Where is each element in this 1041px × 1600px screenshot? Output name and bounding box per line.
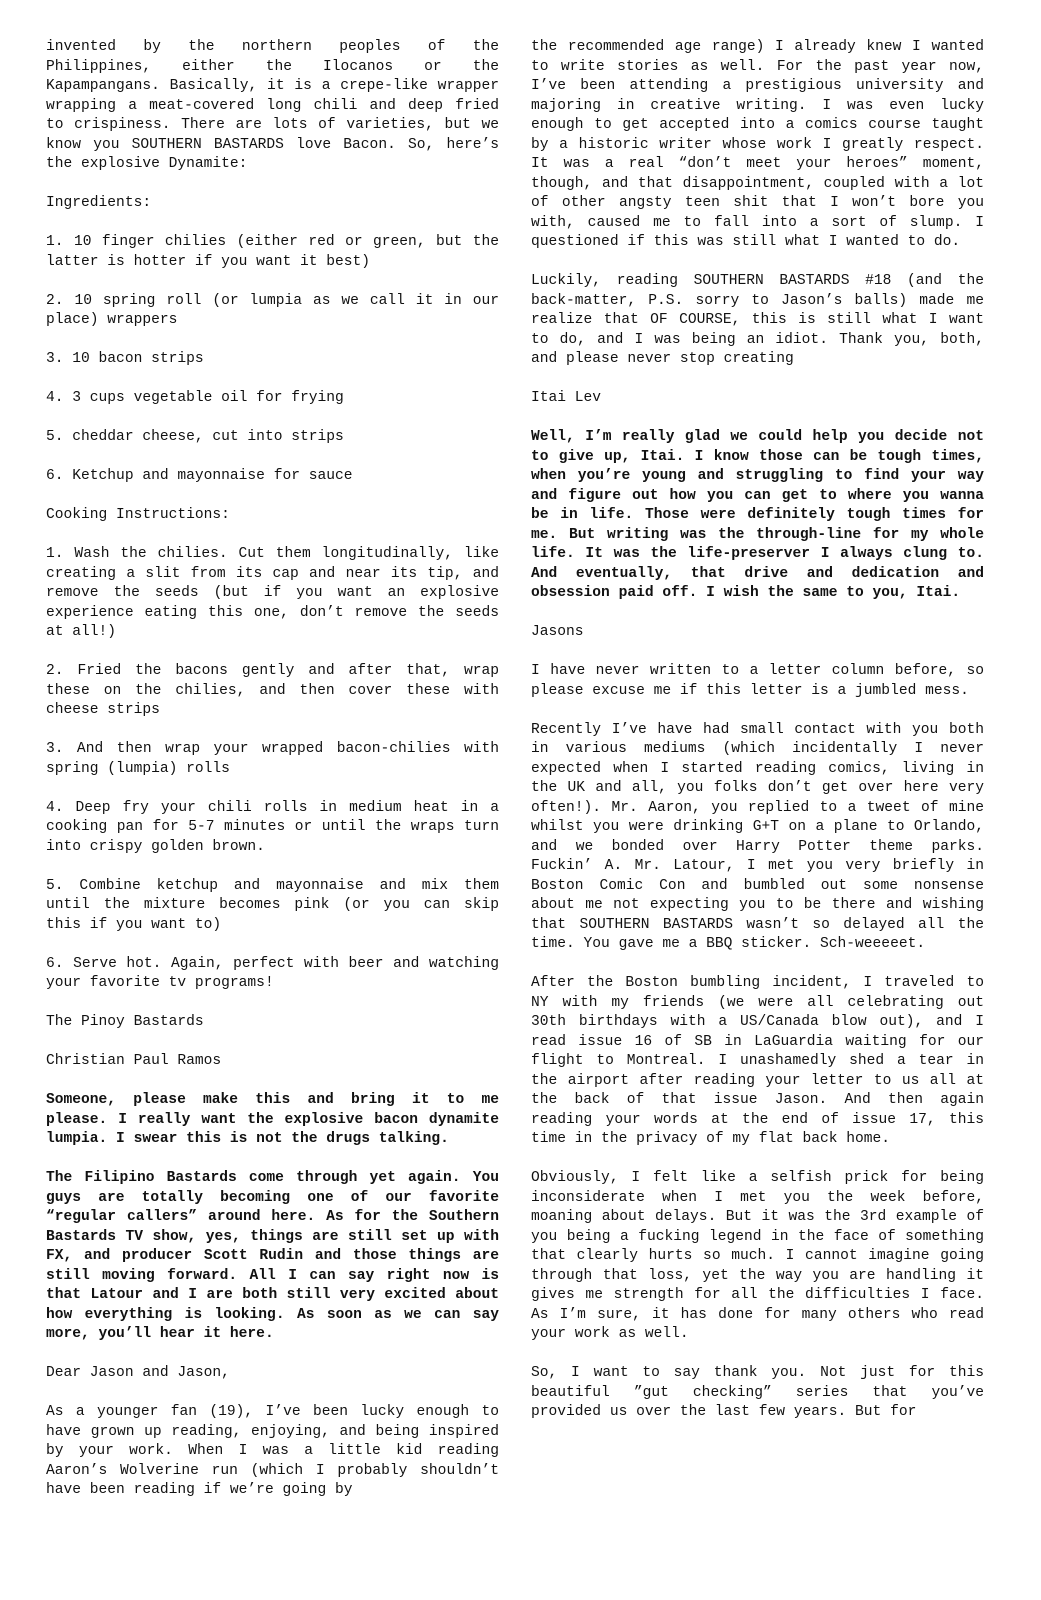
paragraph: the recommended age range) I already knew I wanted to write stories as well. For the past year now, I’ve been attending a prestigious university and majoring in creative writing. I was even lucky enough to get accepted into a comics course taught by a historic writer whose work I greatly respect. It was a real “don’t meet your heroes” moment, though, and that disappointment, coupled with a lot of other angsty teen shit that I won’t bore you with, caused me to fall into a sort of slump. I questioned if this was still what I wanted to do. — [531, 39, 984, 250]
instruction-item: 1. Wash the chilies. Cut them longitudinally, like creating a slit from its cap and near its tip, and remove the seeds (but if you want an explosive experience eating this one, don’t remove the seeds at all!) — [46, 546, 499, 640]
editor-reply: Someone, please make this and bring it to me please. I really want the explosive bacon dynamite lumpia. I swear this is not the drugs talking. — [46, 1092, 499, 1147]
paragraph: Recently I’ve have had small contact with you both in various mediums (which incidentally I never expected when I started reading comics, living in the UK and all, you folks don’t get over here very often!). Mr. Aaron, you replied to a tweet of mine whilst you were drinking G+T on a plane to Orlando, and we bonded over Harry Potter theme parks. Fuckin’ A. Mr. Latour, I met you very briefly in Boston Comic Con and bumbled out some nonsense about me not expecting you to be there and wishing that SOUTHERN BASTARDS wasn’t so delayed all the time. You gave me a BBQ sticker. Sch-weeeeet. — [531, 721, 984, 952]
paragraph: Obviously, I felt like a selfish prick for being inconsiderate when I met you the week before, moaning about delays. But it was the 3rd example of you being a fucking legend in the face of something that clearly hurts so much. I cannot imagine going through that loss, yet the way you are handling it gives me strength for all the difficulties I face. As I’m sure, it has done for many others who read your work as well. — [531, 1170, 984, 1342]
letter-salutation: Dear Jason and Jason, — [46, 1365, 230, 1381]
left-column — [46, 38, 499, 1520]
instruction-item: 5. Combine ketchup and mayonnaise and mix them until the mixture becomes pink (or you can skip this if you want to) — [46, 877, 499, 933]
ingredient-item: 1. 10 finger chilies (either red or green, but the latter is hotter if you want it best) — [46, 234, 499, 270]
letter-salutation: Jasons — [531, 624, 584, 640]
paragraph: invented by the northern peoples of the Philippines, either the Ilocanos or the Kapampangans. Basically, it is a crepe-like wrapper wrapping a meat-covered long chili and deep fried to crispiness. There are lots of varieties, but we know you SOUTHERN BASTARDS love Bacon. So, here’s the explosive Dynamite: — [46, 39, 499, 172]
ingredient-item: 5. cheddar cheese, cut into strips — [46, 429, 344, 445]
ingredient-item: 4. 3 cups vegetable oil for frying — [46, 390, 344, 406]
instruction-item: 3. And then wrap your wrapped bacon-chilies with spring (lumpia) rolls — [46, 741, 499, 777]
editor-reply: The Filipino Bastards come through yet again. You guys are totally becoming one of our favorite “regular callers” around here. As for the Southern Bastards TV show, yes, things are still set up with FX, and producer Scott Rudin and those things are still moving forward. All I can say right now is that Latour and I are both still very excited about how everything is looking. As soon as we can say more, you’ll hear it here. — [46, 1170, 499, 1342]
signature: Christian Paul Ramos — [46, 1053, 222, 1069]
editor-reply: Well, I’m really glad we could help you decide not to give up, Itai. I know those can be tough times, when you’re young and struggling to find your way and figure out how you can get to where you wanna be in life. Those were definitely tough times for me. But writing was the through-line for my whole life. It was the life-preserver I always clung to. And eventually, that drive and dedication and obsession paid off. I wish the same to you, Itai. — [531, 429, 984, 601]
ingredient-item: 3. 10 bacon strips — [46, 351, 204, 367]
signature: The Pinoy Bastards — [46, 1014, 204, 1030]
ingredient-item: 6. Ketchup and mayonnaise for sauce — [46, 468, 353, 484]
paragraph: Luckily, reading SOUTHERN BASTARDS #18 (and the back-matter, P.S. sorry to Jason’s balls) made me realize that OF COURSE, this is still what I want to do, and I was being an idiot. Thank you, both, and please never stop creating — [531, 273, 984, 367]
signature: Itai Lev — [531, 390, 602, 406]
instruction-item: 6. Serve hot. Again, perfect with beer and watching your favorite tv programs! — [46, 955, 499, 991]
paragraph: So, I want to say thank you. Not just for this beautiful ”gut checking” series that you’ve provided us over the last few years. But for — [531, 1365, 984, 1420]
instruction-item: 2. Fried the bacons gently and after that, wrap these on the chilies, and then cover these with cheese strips — [46, 663, 499, 718]
instructions-heading: Cooking Instructions: — [46, 507, 230, 523]
paragraph: As a younger fan (19), I’ve been lucky enough to have grown up reading, enjoying, and being inspired by your work. When I was a little kid reading Aaron’s Wolverine run (which I probably shouldn’t have been reading if we’re going by — [46, 1404, 499, 1498]
ingredient-item: 2. 10 spring roll (or lumpia as we call it in our place) wrappers — [46, 292, 499, 328]
paragraph: After the Boston bumbling incident, I traveled to NY with my friends (we were all celebrating out 30th birthdays with a US/Canada blow out), and I read issue 16 of SB in LaGuardia waiting for our flight to Montreal. I unashamedly shed a tear in the airport after reading your letter to us all at the back of that issue Jason. And then again reading your words at the end of issue 17, this time in the privacy of my flat back home. — [531, 975, 984, 1147]
right-column — [531, 38, 984, 1442]
instruction-item: 4. Deep fry your chili rolls in medium heat in a cooking pan for 5-7 minutes or until the wraps turn into crispy golden brown. — [46, 799, 499, 855]
paragraph: I have never written to a letter column before, so please excuse me if this letter is a jumbled mess. — [531, 663, 984, 699]
ingredients-heading: Ingredients: — [46, 195, 152, 211]
